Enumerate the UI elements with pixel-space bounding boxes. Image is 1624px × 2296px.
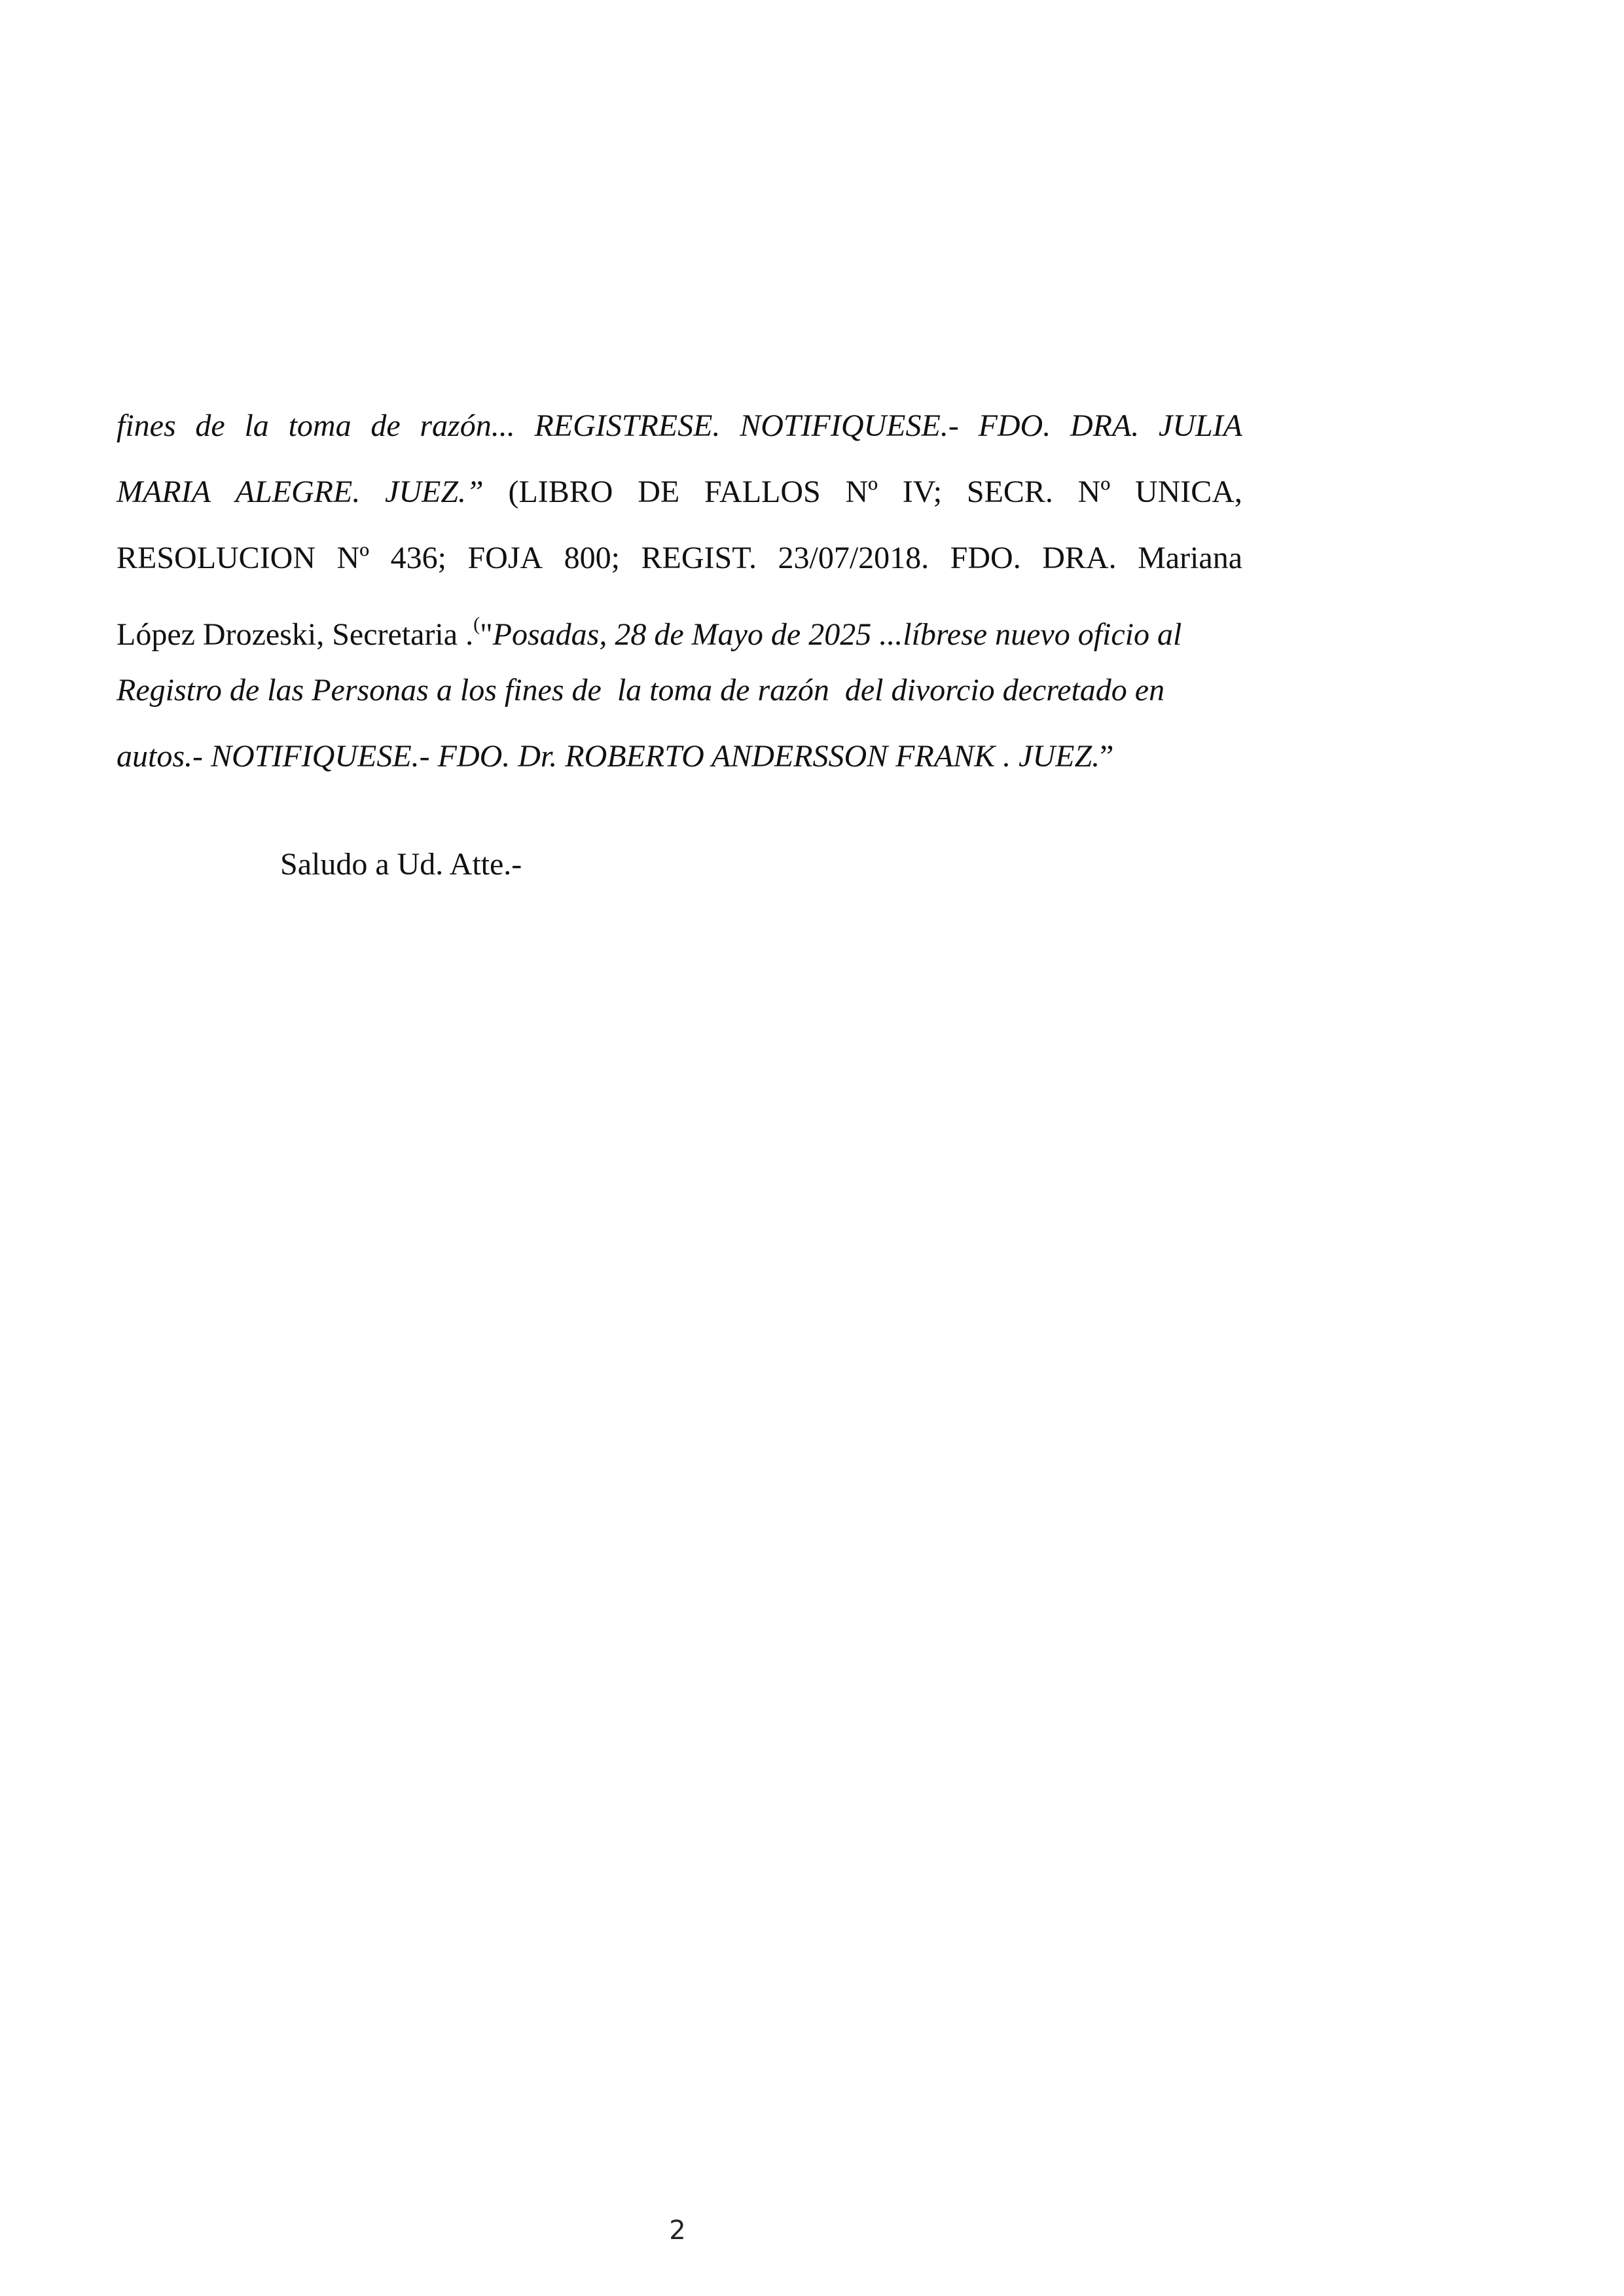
footnote-mark: ( — [473, 613, 480, 635]
closing-salutation: Saludo a Ud. Atte.- — [280, 847, 522, 882]
word: 23/07/2018. — [778, 541, 929, 575]
word: REGISTRESE. — [534, 408, 721, 443]
word: Nº — [336, 541, 370, 575]
word: UNICA, — [1134, 475, 1242, 509]
word: fines — [117, 408, 176, 443]
word: MARIA — [117, 475, 211, 509]
text-line-6 — [117, 723, 1242, 789]
word: ALEGRE. — [235, 475, 361, 509]
quoted-text: Posadas, 28 de Mayo de 2025 ...líbrese nuevo oficio al — [492, 617, 1182, 652]
word: JULIA — [1159, 408, 1242, 443]
word: la — [244, 408, 269, 443]
word: Mariana — [1138, 541, 1242, 575]
word: FDO. — [950, 541, 1021, 575]
word: 800; — [564, 541, 621, 575]
word: toma — [288, 408, 352, 443]
word: SECR. — [966, 475, 1053, 509]
word: razón... — [420, 408, 515, 443]
text-line-2 — [117, 459, 1242, 525]
word: DRA. — [1070, 408, 1140, 443]
word: FALLOS — [704, 475, 821, 509]
quoted-text-cont: Registro de las Personas a los fines de la toma de razón del divorcio decretado en — [117, 673, 1165, 708]
word: DE — [638, 475, 680, 509]
word: RESOLUCION — [117, 541, 316, 575]
word: FOJA — [467, 541, 543, 575]
text-line-4 — [117, 591, 1242, 657]
word: REGIST. — [641, 541, 757, 575]
text-line-1 — [117, 393, 1242, 459]
document-body — [117, 393, 1242, 789]
word: DRA. — [1042, 541, 1117, 575]
open-quote: " — [480, 617, 493, 652]
word: 436; — [390, 541, 446, 575]
word: de — [195, 408, 225, 443]
quoted-text-end: autos.- NOTIFIQUESE.- FDO. Dr. ROBERTO ANDERSSON FRANK . JUEZ. — [117, 739, 1100, 774]
secretary-text: López Drozeski, Secretaria . — [117, 617, 474, 652]
page-number: 2 — [669, 2215, 686, 2246]
word: (LIBRO — [508, 475, 613, 509]
word: Nº — [845, 475, 878, 509]
text-line-3 — [117, 525, 1242, 591]
word: Nº — [1077, 475, 1111, 509]
word: de — [370, 408, 401, 443]
word: IV; — [902, 475, 943, 509]
text-line-5 — [117, 657, 1242, 723]
word: JUEZ.” — [385, 475, 484, 509]
word: NOTIFIQUESE.- — [740, 408, 959, 443]
word: FDO. — [978, 408, 1051, 443]
close-quote: ” — [1100, 739, 1114, 774]
